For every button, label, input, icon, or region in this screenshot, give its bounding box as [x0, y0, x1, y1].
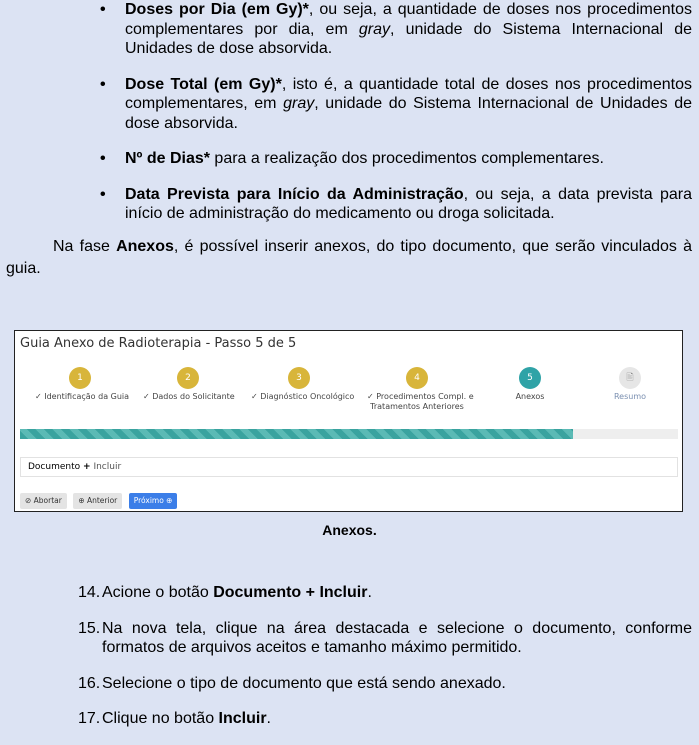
step-solicitante[interactable]: [143, 367, 233, 402]
step-number: 2: [177, 367, 199, 389]
step-procedimentos[interactable]: [367, 367, 474, 412]
list-item: 17. Clique no botão Incluir.: [78, 710, 271, 727]
step-label: ✓ Diagnóstico Oncológico: [251, 392, 355, 401]
step-label: Resumo: [613, 392, 647, 401]
bullet-text: para a realização dos procedimentos complementares.: [209, 150, 604, 167]
numbered-steps: [78, 583, 692, 745]
document-row[interactable]: [20, 457, 678, 477]
step-label: ✓ Procedimentos Compl. e Tratamentos Anteriores: [367, 392, 474, 411]
bullet-item: [100, 75, 692, 134]
wizard-title: Guia Anexo de Radioterapia - Passo 5 de 5: [20, 336, 297, 351]
step-number: 4: [406, 367, 428, 389]
list-item: 14. Acione o botão Documento + Incluir.: [78, 584, 372, 601]
step-diagnostico[interactable]: [251, 367, 355, 402]
step-number: 3: [288, 367, 310, 389]
wizard-steps: [15, 367, 684, 417]
step-label: ✓ Identificação da Guia: [35, 392, 130, 401]
abort-button[interactable]: ⊘ Abortar: [20, 493, 67, 509]
bullet-text: , ou seja, a quantidade de doses nos procedimentos complementares por dia, em gray, unidade do Sistema Internacional de Unidades de dose absorvida.: [125, 1, 693, 57]
include-link[interactable]: Incluir: [93, 462, 122, 472]
document-icon: 🖹: [619, 367, 641, 389]
bullet-item: [100, 185, 692, 224]
bullet-item: [100, 149, 692, 169]
bullet-item: [100, 0, 692, 59]
embedded-screenshot: [14, 330, 683, 512]
document-label: Documento: [28, 462, 81, 472]
list-item: 16. Selecione o tipo de documento que está sendo anexado.: [78, 674, 506, 692]
list-item: 15. Na nova tela, clique na área destacada e selecione o documento, conforme formatos de arquivos aceitos e tamanho máximo permitido.: [78, 619, 692, 656]
step-identificacao[interactable]: [35, 367, 130, 402]
anexos-paragraph: Na fase Anexos, é possível inserir anexos, do tipo documento, que serão vinculados à guia.: [6, 238, 692, 277]
bullet-list: [100, 0, 692, 240]
figure-caption: Anexos.: [322, 522, 377, 538]
progress-fill: [20, 429, 573, 439]
previous-button[interactable]: ⊕ Anterior: [73, 493, 122, 509]
bullet-text: , ou seja, a data prevista para início de administração do medicamento ou droga solicitada.: [125, 185, 693, 222]
step-number: 1: [69, 367, 91, 389]
next-button[interactable]: Próximo ⊕: [129, 493, 178, 509]
bullet-text: , isto é, a quantidade total de doses nos procedimentos complementares, em gray, unidade do Sistema Internacional de Unidades de dose absorvida.: [125, 75, 693, 132]
bullet-bold: Data Prevista para Início da Administração: [125, 185, 464, 203]
bullet-bold: Doses por Dia (em Gy)*: [125, 1, 309, 18]
step-resumo[interactable]: [600, 367, 660, 402]
wizard-buttons: [20, 493, 179, 511]
step-anexos[interactable]: [500, 367, 560, 402]
progress-bar: [20, 429, 678, 439]
bullet-bold: Nº de Dias*: [125, 150, 210, 167]
step-label: ✓ Dados do Solicitante: [143, 392, 235, 401]
step-label: Anexos: [515, 392, 545, 401]
step-number: 5: [519, 367, 541, 389]
bullet-bold: Dose Total (em Gy)*: [125, 75, 282, 93]
plus-icon: +: [83, 462, 91, 472]
